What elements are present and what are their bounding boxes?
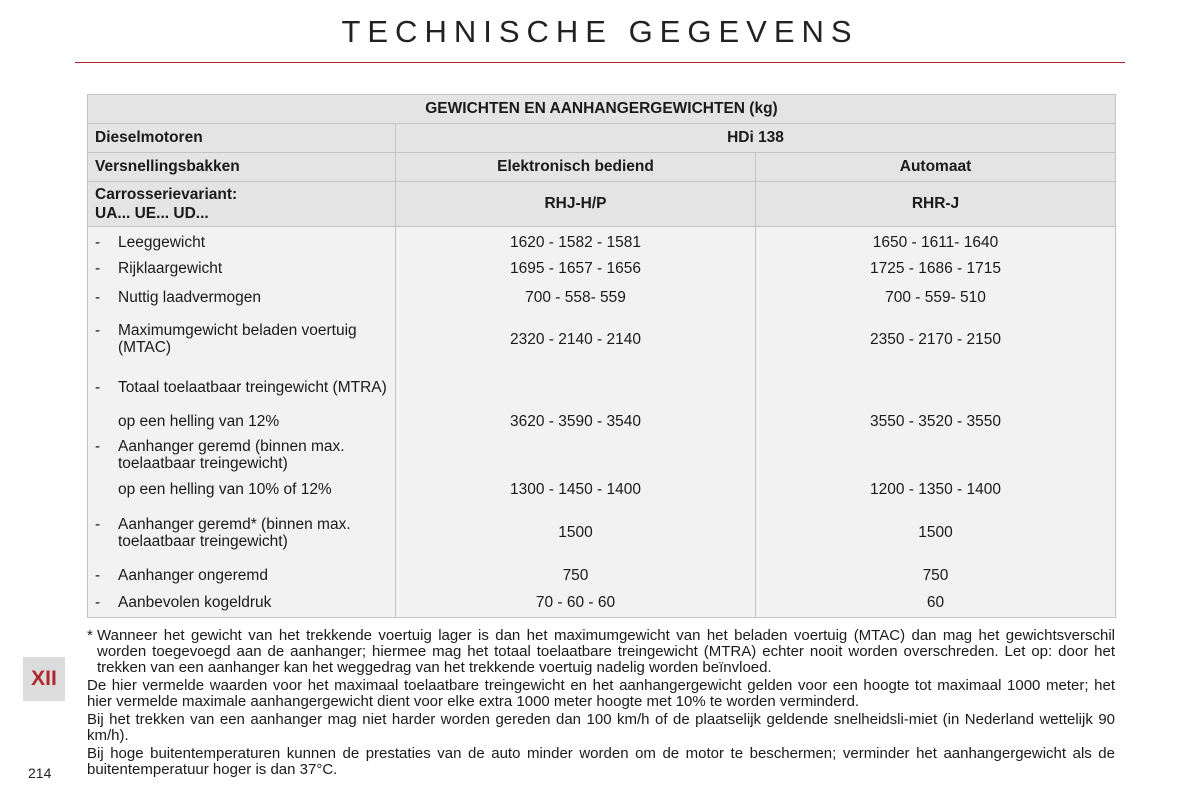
table-row xyxy=(88,504,1116,562)
row-value-automatic xyxy=(756,434,1116,476)
row-label xyxy=(88,590,396,618)
row-bullet: - xyxy=(95,288,101,306)
row-bullet: - xyxy=(95,593,101,611)
row-value-electronic xyxy=(396,367,756,409)
row-bullet: - xyxy=(95,437,101,455)
row-value-electronic: 750 xyxy=(396,562,756,590)
footnotes xyxy=(87,628,1115,780)
engine-row xyxy=(88,124,1116,153)
table-body xyxy=(88,227,1116,618)
row-value-automatic: 1200 - 1350 - 1400 xyxy=(756,476,1116,504)
row-value-electronic: 70 - 60 - 60 xyxy=(396,590,756,618)
row-label-text: Rijklaargewicht xyxy=(118,260,223,277)
row-value-electronic: 1620 - 1582 - 1581 xyxy=(396,227,756,255)
row-label xyxy=(88,476,396,504)
row-value-automatic: 700 - 559- 510 xyxy=(756,283,1116,312)
row-value-automatic xyxy=(756,367,1116,409)
row-value-electronic: 2320 - 2140 - 2140 xyxy=(396,312,756,367)
table-row xyxy=(88,434,1116,476)
table-row xyxy=(88,590,1116,618)
table-title-row xyxy=(88,95,1116,124)
gearbox-electronic: Elektronisch bediend xyxy=(396,153,756,182)
row-bullet xyxy=(88,481,118,498)
engine-value: HDi 138 xyxy=(396,124,1116,153)
body-variant-label xyxy=(88,182,396,227)
row-value-electronic: 3620 - 3590 - 3540 xyxy=(396,409,756,434)
body-variant-label-line2: UA... UE... UD... xyxy=(95,205,209,222)
body-variant-label-line1: Carrosserievariant: xyxy=(95,186,238,203)
title-divider xyxy=(75,62,1125,63)
row-label-text: Aanhanger ongeremd xyxy=(118,567,268,584)
row-label xyxy=(88,367,396,409)
body-variant-rhj: RHJ-H/P xyxy=(396,182,756,227)
row-value-electronic: 1300 - 1450 - 1400 xyxy=(396,476,756,504)
table-row xyxy=(88,283,1116,312)
footnote-star xyxy=(87,628,1115,677)
row-label xyxy=(88,562,396,590)
table-row xyxy=(88,409,1116,434)
footnote-star-text: Wanneer het gewicht van het trekkende voertuig lager is dan het maximumgewicht van het beladen voertuig (MTAC) dan mag het gewichtsverschil worden toegevoegd aan de aanhanger; hiermee mag het totaal toelaatbare treingewicht (MTRA) echter nooit worden overschreden. Let op: door het trekken van een aanhanger kan het weggedrag van het trekkende voertuig nadelig worden beïnvloed. xyxy=(97,627,1115,677)
weights-table xyxy=(87,94,1116,618)
row-label xyxy=(88,434,396,476)
row-bullet: - xyxy=(95,322,101,339)
table-row xyxy=(88,312,1116,367)
row-value-automatic: 1650 - 1611- 1640 xyxy=(756,227,1116,255)
row-value-automatic: 1725 - 1686 - 1715 xyxy=(756,255,1116,283)
row-label-text: Totaal toelaatbaar treingewicht (MTRA) xyxy=(118,379,387,396)
chapter-tab: XII xyxy=(23,657,65,701)
row-bullet: - xyxy=(95,379,101,396)
row-value-automatic: 60 xyxy=(756,590,1116,618)
row-value-automatic: 750 xyxy=(756,562,1116,590)
row-value-electronic: 700 - 558- 559 xyxy=(396,283,756,312)
row-label-text: op een helling van 10% of 12% xyxy=(118,481,332,498)
row-value-automatic: 1500 xyxy=(756,504,1116,562)
page-number: 214 xyxy=(28,765,52,781)
row-label-text: Aanbevolen kogeldruk xyxy=(118,593,272,611)
footnote-altitude: De hier vermelde waarden voor het maximaal toelaatbare treingewicht en het aanhangergewicht gelden voor een hoogte tot maximaal 1000 meter; het hier vermelde maximale aanhangergewicht dient voor elke extra 1000 meter hoogte met 10% te worden verminderd. xyxy=(87,677,1115,711)
row-label xyxy=(88,255,396,283)
footnote-speed-limit: Bij het trekken van een aanhanger mag niet harder worden gereden dan 100 km/h of de plaatselijk geldende snelheidsli-miet (in Nederland wettelijk 90 km/h). xyxy=(87,711,1115,745)
row-label-text: Leeggewicht xyxy=(118,234,206,252)
row-label xyxy=(88,227,396,255)
table-row xyxy=(88,255,1116,283)
engine-label: Dieselmotoren xyxy=(88,124,396,153)
footnote-star-mark: * xyxy=(87,627,93,644)
row-bullet: - xyxy=(95,567,101,584)
table-row xyxy=(88,562,1116,590)
footnote-temperature: Bij hoge buitentemperaturen kunnen de prestaties van de auto minder worden om de motor te beschermen; verminder het aanhangergewicht als de buitentemperatuur hoger is dan 37°C. xyxy=(87,744,1115,779)
gearbox-automatic: Automaat xyxy=(756,153,1116,182)
row-label xyxy=(88,504,396,562)
table-row xyxy=(88,367,1116,409)
row-bullet: - xyxy=(95,260,101,277)
gearbox-label: Versnellingsbakken xyxy=(88,153,396,182)
row-value-electronic xyxy=(396,434,756,476)
row-value-automatic: 2350 - 2170 - 2150 xyxy=(756,312,1116,367)
row-label xyxy=(88,409,396,434)
row-label-text: Aanhanger geremd* (binnen max. toelaatbaar treingewicht) xyxy=(118,515,351,550)
page-title: TECHNISCHE GEGEVENS xyxy=(341,14,859,49)
row-label-text: Maximumgewicht beladen voertuig (MTAC) xyxy=(118,322,357,356)
row-label-text: op een helling van 12% xyxy=(118,412,280,430)
table-row xyxy=(88,476,1116,504)
row-value-electronic: 1695 - 1657 - 1656 xyxy=(396,255,756,283)
row-label xyxy=(88,312,396,367)
row-bullet: - xyxy=(95,234,101,252)
body-variant-row xyxy=(88,182,1116,227)
row-label-text: Nuttig laadvermogen xyxy=(118,288,262,306)
table-row xyxy=(88,227,1116,255)
gearbox-row xyxy=(88,153,1116,182)
row-value-electronic: 1500 xyxy=(396,504,756,562)
row-label-text: Aanhanger geremd (binnen max. toelaatbaar treingewicht) xyxy=(118,437,345,472)
row-bullet xyxy=(88,413,118,430)
row-value-automatic: 3550 - 3520 - 3550 xyxy=(756,409,1116,434)
table-title: GEWICHTEN EN AANHANGERGEWICHTEN (kg) xyxy=(88,95,1116,124)
row-label xyxy=(88,283,396,312)
row-bullet: - xyxy=(95,515,101,533)
body-variant-rhr: RHR-J xyxy=(756,182,1116,227)
